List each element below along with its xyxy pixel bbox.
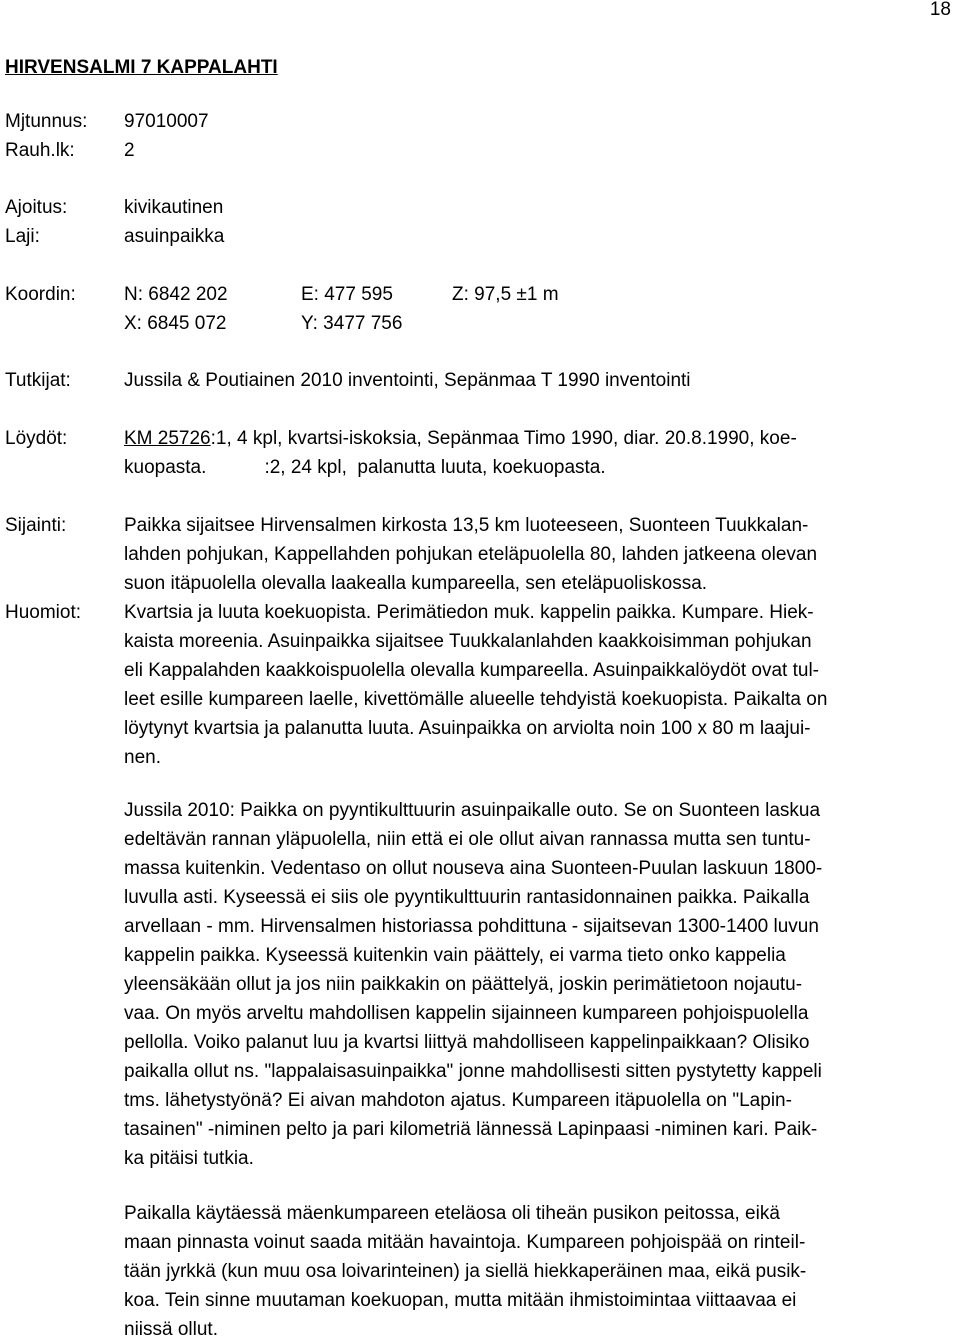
text-line: edeltävän rannan yläpuolella, niin että ei ole ollut aivan rannassa mutta sen tuntu- bbox=[124, 829, 811, 850]
text-line: kappelin paikka. Kyseessä kuitenkin vain päättely, ei varma tieto onko kappelia bbox=[124, 945, 786, 966]
loydot-line-1 bbox=[124, 424, 960, 453]
coord-y: Y: 3477 756 bbox=[301, 313, 403, 334]
text-line: vaa. On myös arveltu mahdollisen kappelin sijainneen kumpareen pohjoispuolella bbox=[124, 1003, 809, 1024]
text-line: eli Kappalahden kaakkoispuolella olevalla kumpareella. Asuinpaikkalöydöt ovat tul- bbox=[124, 660, 819, 681]
ajoitus-value: kivikautinen bbox=[124, 197, 224, 218]
sijainti-label: Sijainti: bbox=[5, 515, 67, 536]
coordinates-row-2 bbox=[124, 309, 644, 338]
loydot-line-1-rest: :1, 4 kpl, kvartsi-iskoksia, Sepänmaa Timo 1990, diar. 20.8.1990, koe- bbox=[210, 428, 797, 449]
rauhlk-label: Rauh.lk: bbox=[5, 140, 75, 161]
loydot-label: Löydöt: bbox=[5, 428, 68, 449]
text-line: lahden pohjukan, Kappellahden pohjukan eteläpuolella 80, lahden jatkeena olevan bbox=[124, 544, 818, 565]
text-line: paikalla ollut ns. "lappalaisasuinpaikka" jonne mahdollisesti sitten pystytetty kappeli bbox=[124, 1061, 822, 1082]
text-line: massa kuitenkin. Vedentaso on ollut nouseva aina Suonteen-Puulan laskuun 1800- bbox=[124, 858, 823, 879]
tutkijat-label: Tutkijat: bbox=[5, 370, 71, 391]
koordin-label: Koordin: bbox=[5, 284, 76, 305]
laji-label: Laji: bbox=[5, 226, 40, 247]
text-line: suon itäpuolella olevalla laakealla kumpareella, sen eteläpuoliskossa. bbox=[124, 573, 708, 594]
jussila-paragraph bbox=[124, 796, 960, 1173]
coord-e: E: 477 595 bbox=[301, 284, 393, 305]
rauhlk-value: 2 bbox=[124, 140, 135, 161]
text-line: Paikka sijaitsee Hirvensalmen kirkosta 13,5 km luoteeseen, Suonteen Tuukkalan- bbox=[124, 515, 809, 536]
text-line: tasainen" -niminen pelto ja pari kilometriä lännessä Lapinpaasi -niminen kari. Paik- bbox=[124, 1119, 818, 1140]
tutkijat-value: Jussila & Poutiainen 2010 inventointi, Sepänmaa T 1990 inventointi bbox=[124, 370, 691, 391]
text-line: arvellaan - mm. Hirvensalmen historiassa pohdittuna - sijaitsevan 1300-1400 luvun bbox=[124, 916, 819, 937]
text-line: Paikalla käytäessä mäenkumpareen eteläosa oli tiheän pusikon peitossa, eikä bbox=[124, 1203, 780, 1224]
text-line: nen. bbox=[124, 747, 161, 768]
coord-z: Z: 97,5 ±1 m bbox=[452, 284, 559, 305]
text-line: niissä ollut. bbox=[124, 1319, 218, 1340]
page-title: HIRVENSALMI 7 KAPPALAHTI bbox=[5, 57, 278, 78]
laji-value: asuinpaikka bbox=[124, 226, 225, 247]
text-line: yleensäkään ollut ja jos niin paikkakin on päättelyä, joskin perimätietoon nojautu- bbox=[124, 974, 803, 995]
text-line: koa. Tein sinne muutaman koekuopan, mutta mitään ihmistoimintaa viittaavaa ei bbox=[124, 1290, 797, 1311]
coordinates-row-1 bbox=[124, 280, 644, 309]
sijainti-text bbox=[124, 511, 960, 598]
text-line: löytynyt kvartsia ja palanutta luuta. Asuinpaikka on arviolta noin 100 x 80 m laajui- bbox=[124, 718, 811, 739]
mjtunnus-label: Mjtunnus: bbox=[5, 111, 88, 132]
page-number: 18 bbox=[929, 0, 951, 20]
text-line: pellolla. Voiko palanut luu ja kvartsi liittyä mahdolliseen kappelinpaikkaan? Olisiko bbox=[124, 1032, 810, 1053]
huomiot-label: Huomiot: bbox=[5, 602, 82, 623]
mjtunnus-value: 97010007 bbox=[124, 111, 209, 132]
text-line: tms. lähetystyönä? Ei aivan mahdoton ajatus. Kumpareen itäpuolella on "Lapin- bbox=[124, 1090, 792, 1111]
text-line: luvulla asti. Kyseessä ei siis ole pyyntikulttuurin rantasidonnainen paikka. Paikalla bbox=[124, 887, 810, 908]
loydot-value bbox=[124, 424, 960, 482]
text-line: maan pinnasta voinut saada mitään havaintoja. Kumpareen pohjoispää on rinteil- bbox=[124, 1232, 806, 1253]
text-line: Kvartsia ja luuta koekuopista. Perimätiedon muk. kappelin paikka. Kumpare. Hiek- bbox=[124, 602, 814, 623]
coord-x: X: 6845 072 bbox=[124, 313, 227, 334]
text-line: tään jyrkkä (kun muu osa loivarinteinen) ja siellä hiekkaperäinen maa, eikä pusik- bbox=[124, 1261, 807, 1282]
coord-n: N: 6842 202 bbox=[124, 284, 228, 305]
huomiot-text bbox=[124, 598, 960, 772]
text-line: kaista moreenia. Asuinpaikka sijaitsee Tuukkalanlahden kaakkoisimman pohjukan bbox=[124, 631, 812, 652]
text-line: ka pitäisi tutkia. bbox=[124, 1148, 254, 1169]
text-line: leet esille kumpareen laelle, kivettömälle alueelle tehdyistä koekuopista. Paikalta on bbox=[124, 689, 828, 710]
field-visit-paragraph bbox=[124, 1199, 960, 1344]
ajoitus-label: Ajoitus: bbox=[5, 197, 68, 218]
text-line: Jussila 2010: Paikka on pyyntikulttuurin asuinpaikalle outo. Se on Suonteen laskua bbox=[124, 800, 821, 821]
km-number: KM 25726 bbox=[124, 428, 211, 449]
loydot-line-2: kuopasta. :2, 24 kpl, palanutta luuta, koekuopasta. bbox=[124, 457, 606, 478]
